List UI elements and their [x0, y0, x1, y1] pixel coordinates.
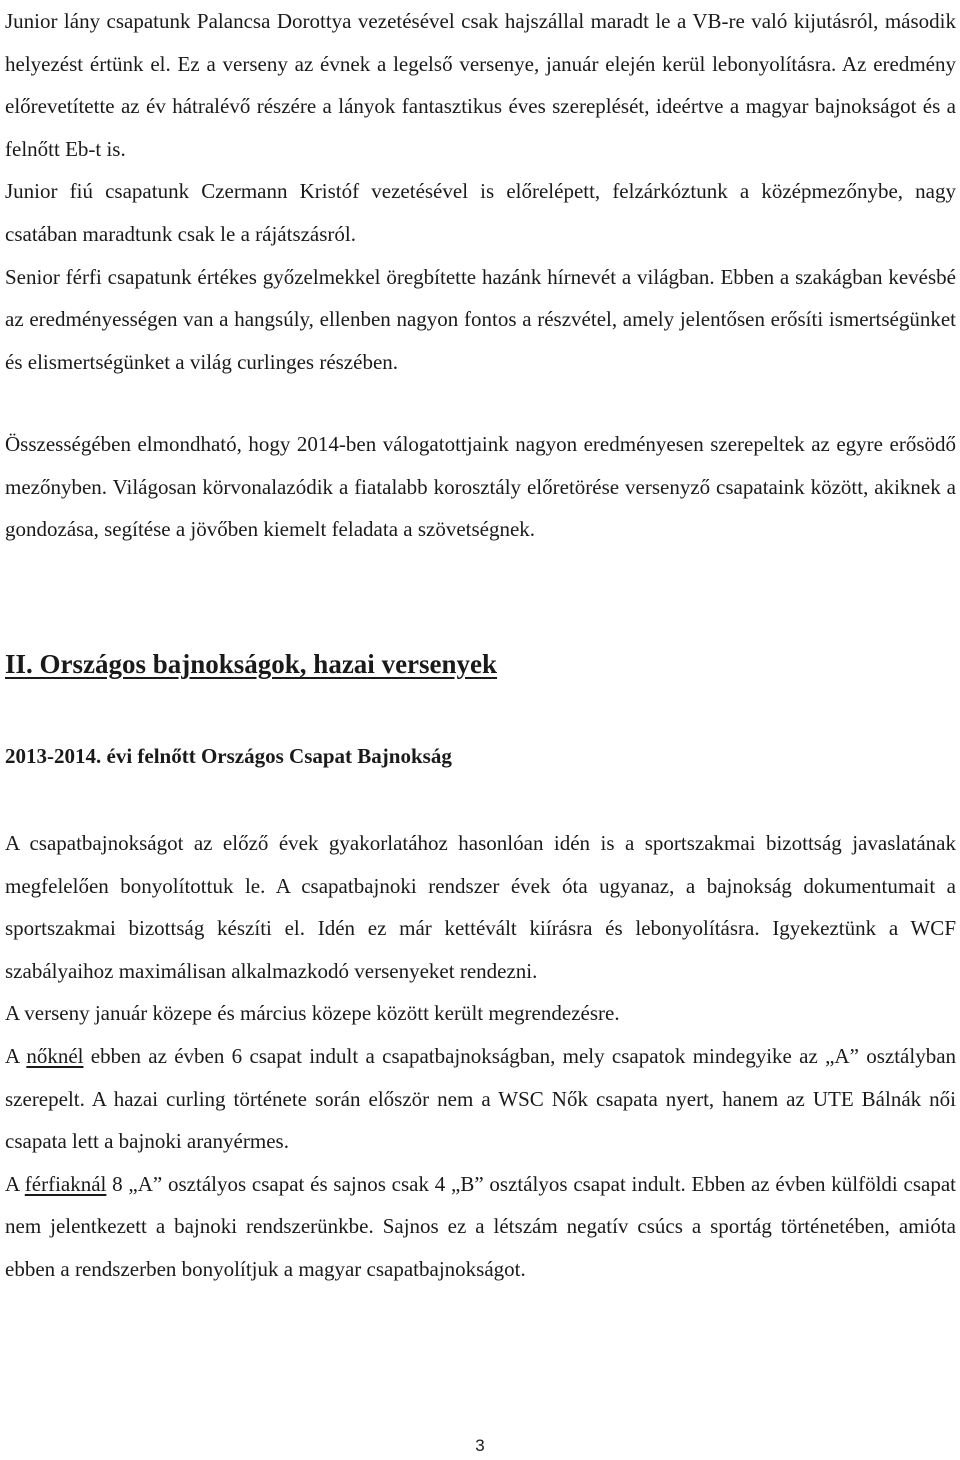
section-team-championship — [5, 822, 956, 1291]
women-underlined-term: nőknél — [26, 1043, 84, 1068]
paragraph-men-body: 8 „A” osztályos csapat és sajnos csak 4 „B” osztályos csapat indult. Ebben az évben külföldi csapat nem jelentkezett a bajnoki rendszerünkbe. Sajnos ez a létszám negatív csúcs a sportág történetében, amióta ebben a rendszerben bonyolítjuk a magyar csapatbajnokságot. — [5, 1171, 957, 1281]
paragraph-women-body: ebben az évben 6 csapat indult a csapatbajnokságban, mely csapatok mindegyike az „A” osztályban szerepelt. A hazai curling története során először nem a WSC Nők csapata nyert, hanem az UTE Bálnák női csapata lett a bajnoki aranyérmes. — [5, 1043, 957, 1154]
paragraph-championship-intro: A csapatbajnokságot az előző évek gyakorlatához hasonlóan idén is a sportszakmai bizottság javaslatának megfelelően bonyolítottuk le. A csapatbajnoki rendszer évek óta ugyanaz, a bajnokság dokumentumait a sportszakmai bizottság készíti el. Idén ez már kettévált kiírásra és lebonyolításra. Igyekeztünk a WCF szabályaihoz maximálisan alkalmazkodó versenyeket rendezni. — [5, 831, 956, 983]
paragraph-junior-girls: Junior lány csapatunk Palancsa Dorottya vezetésével csak hajszállal maradt le a VB-re való kijutásról, második helyezést értünk el. Ez a verseny az évnek a legelső versenye, január elején kerül lebonyolításra. Az eredmény előrevetítette az év hátralévő részére a lányok fantasztikus éves szereplését, ideértve a magyar bajnokságot és a felnőtt Eb-t is. — [5, 9, 956, 161]
subsection-heading: 2013-2014. évi felnőtt Országos Csapat Bajnokság — [5, 744, 452, 768]
paragraph-women — [5, 1035, 956, 1163]
paragraph-junior-boys: Junior fiú csapatunk Czermann Kristóf vezetésével is előrelépett, felzárkóztunk a középmezőnybe, nagy csatában maradtunk csak le a rájátszásról. — [5, 179, 956, 246]
chapter-heading: II. Országos bajnokságok, hazai versenyek — [5, 649, 498, 679]
paragraph-women-lead: A — [5, 1043, 20, 1068]
men-underlined-term: férfiaknál — [24, 1171, 107, 1196]
paragraph-summary: Összességében elmondható, hogy 2014-ben válogatottjaink nagyon eredményesen szerepeltek az egyre erősödő mezőnyben. Világosan körvonalazódik a fiatalabb korosztály előretörése versenyző csapataink között, akiknek a gondozása, segítése a jövőben kiemelt feladata a szövetségnek. — [5, 432, 956, 542]
paragraph-senior-men: Senior férfi csapatunk értékes győzelmekkel öregbítette hazánk hírnevét a világban. Ebben a szakágban kevésbé az eredményességen van a hangsúly, ellenben nagyon fontos a részvétel, amely jelentősen erősíti ismertségünket és elismertségünket a világ curlinges részében. — [5, 264, 956, 374]
section-summary — [5, 423, 956, 551]
page-number: 3 — [475, 1436, 485, 1455]
section-national-teams — [5, 0, 956, 383]
paragraph-schedule: A verseny január közepe és március közepe között került megrendezésre. — [5, 1001, 620, 1026]
paragraph-men — [5, 1163, 956, 1291]
paragraph-men-lead: A — [5, 1171, 20, 1196]
